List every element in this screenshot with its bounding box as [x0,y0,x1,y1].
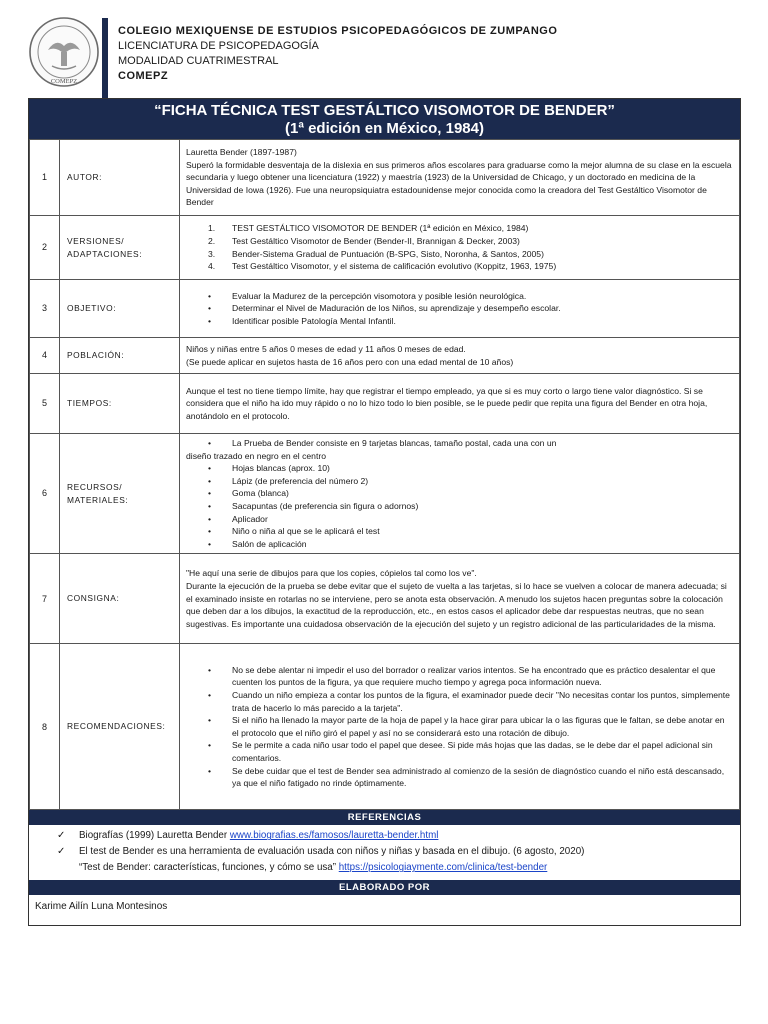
checkmark-icon: ✓ [57,830,66,842]
table-row [30,280,740,338]
row-label: TIEMPOS: [60,374,180,434]
row-number: 7 [30,554,60,644]
document-header [28,14,748,98]
bullet: • [208,463,212,474]
bullet: • [208,513,212,524]
reference-link[interactable]: https://psicologiaymente.com/clinica/test-bender [338,862,548,874]
text-line: (Se puede aplicar en sujetos hasta de 16 años pero con una edad mental de 10 años) [186,356,514,367]
elaborado-heading: ELABORADO POR [29,880,740,895]
list-marker: 3. [208,248,216,259]
list-item [186,487,733,500]
row-number: 5 [30,374,60,434]
row-content [180,338,740,374]
reference-item [57,844,734,860]
bullet: • [208,690,212,701]
row-label [60,434,180,554]
technical-sheet [28,98,741,926]
label-line: ADAPTACIONES: [67,248,143,259]
reference-text: El test de Bender es una herramienta de evaluación usada con niños y niñas y basada en el dibujo. (6 agosto, 2020) [79,846,585,858]
reference-item [57,860,734,876]
bullet: • [208,500,212,511]
bullet: • [208,438,212,448]
row-number: 1 [30,140,60,216]
author-name: Karime Ailín Luna Montesinos [35,901,168,913]
row-content [180,554,740,644]
table-row [30,216,740,280]
row-label: RECOMENDACIONES: [60,644,180,810]
list-marker: 2. [208,235,216,246]
reference-item [57,828,734,844]
reference-text: Biografías (1999) Lauretta Bender [79,830,230,842]
list-item [186,222,733,235]
list-item [186,538,733,551]
row-number: 2 [30,216,60,280]
list-text: Identificar posible Patología Mental Infantil. [232,315,396,326]
list-text: TEST GESTÁLTICO VISOMOTOR DE BENDER (1ª edición en México, 1984) [232,223,529,234]
modality: MODALIDAD CUATRIMESTRAL [118,55,279,67]
bullet: • [208,290,212,301]
list-item [186,315,733,328]
list-text: Test Gestáltico Visomotor de Bender (Bender-II, Brannigan & Decker, 2003) [232,235,520,246]
references-heading: REFERENCIAS [29,810,740,825]
row-number: 3 [30,280,60,338]
title-line-1: “FICHA TÉCNICA TEST GESTÁLTICO VISOMOTOR DE BENDER” [154,102,615,119]
sheet-table [29,139,740,810]
list-text: La Prueba de Bender consiste en 9 tarjetas blancas, tamaño postal, cada una con un [232,438,557,448]
list-text: Aplicador [232,513,268,524]
row-number: 8 [30,644,60,810]
bullet: • [208,740,212,751]
references-list [29,825,740,880]
text-line: Aunque el test no tiene tiempo límite, hay que registrar el tiempo empleado, ya que si es muy corto o largo tiene valor diagnóstico. Si se considera que el niño ha ido muy rápido o no lo hizo todo lo bien posible, se le puede pedir que repita una figura del Bender en otra hoja, anotándolo en el protocolo. [186,385,708,421]
list-text: Evaluar la Madurez de la percepción visomotora y posible lesión neurológica. [232,290,527,301]
sheet-title [29,99,740,139]
table-row [30,554,740,644]
row-label [60,216,180,280]
label-line: VERSIONES/ [67,235,125,246]
list-item [186,462,733,475]
bullet: • [208,303,212,314]
text-line: Superó la formidable desventaja de la dislexia en sus primeros años escolares para graduarse como la mejor alumna de su clase en la escuela secundaria y luego obtener una licenciatura (1922) y maestría (1923) de la Universidad de Chicago, y un doctorado en medicina de la Universidad de Iowa (1926). Fue una neuropsiquiatra estadounidense mejor conocida como la creadora del Test Gestáltico Visomotor de Bender [186,159,732,208]
reference-link[interactable]: www.biografias.es/famosos/lauretta-bender.html [229,830,439,842]
list-text: Hojas blancas (aprox. 10) [232,463,330,474]
list-item [186,664,733,689]
list-item [186,765,733,790]
row-content [180,644,740,810]
title-line-2: (1ª edición en México, 1984) [285,120,484,137]
list-item [186,235,733,248]
list-item [186,260,733,273]
list-text: Sacapuntas (de preferencia sin figura o adornos) [232,500,419,511]
bullet: • [208,538,212,549]
program-name: LICENCIATURA DE PSICOPEDAGOGÍA [118,40,319,52]
bullet: • [208,664,212,675]
list-marker: 1. [208,223,216,234]
list-item [186,302,733,315]
row-content [180,216,740,280]
reference-text: “Test de Bender: características, funciones, y cómo se usa” [79,862,339,874]
list-text: Lápiz (de preferencia del número 2) [232,475,369,486]
acronym: COMEPZ [118,70,169,82]
list-item [186,475,733,488]
list-text: Si el niño ha llenado la mayor parte de la hoja de papel y la hace girar para ubicar la o las figuras que le faltan, se debe anotar en el protocolo que el niño giró el papel y así no se considerará esto una rotación de dibujo. [232,715,725,738]
list-item [186,500,733,513]
table-row [30,338,740,374]
table-row [30,374,740,434]
row-content [180,374,740,434]
bullet: • [208,315,212,326]
bullet: • [208,475,212,486]
row-label: AUTOR: [60,140,180,216]
list-item [186,513,733,526]
list-item [186,689,733,714]
list-text: Test Gestáltico Visomotor, y el sistema de calificación evolutivo (Koppitz, 1963, 1975) [232,261,557,272]
text-line: Durante la ejecución de la prueba se debe evitar que el sujeto de vuelta a las tarjetas, si lo hace se vuelven a colocar de manera adecuada; si el examinado insiste en rotarlas no se interviene, pero se anota esta observación. A menudo los sujetos hacen preguntas sobre la colocación que deben dar a los dibujos, la exactitud de la reproducción, etc., en estos casos el aplicador debe dar respuestas neutras, que no sean sugestivas. Es importante una cuidadosa observación de la ejecución del sujeto y un registro adicional de las particularidades de la misma. [186,580,727,629]
list-item [186,290,733,303]
list-item [186,714,733,739]
bullet: • [208,488,212,499]
label-line: RECURSOS/ [67,481,123,492]
list-item [186,739,733,764]
institution-name: COLEGIO MEXIQUENSE DE ESTUDIOS PSICOPEDAGÓGICOS DE ZUMPANGO [118,25,558,37]
list-text: Se le permite a cada niño usar todo el papel que desee. Si pide más hojas que las dadas, se le debe dar el papel adicional sin comentarios. [232,740,713,764]
row-label: OBJETIVO: [60,280,180,338]
label-line: MATERIALES: [67,494,129,505]
table-row [30,140,740,216]
list-text: No se debe alentar ni impedir el uso del borrador o realizar varios intentos. Se ha encontrado que es práctico desalentar el que cuenten los puntos de la figura, ya que requiere mucho tiempo y agrega poca información nueva. [232,664,716,688]
college-seal-logo [28,16,100,88]
list-item [186,525,733,538]
header-text [118,24,557,84]
bullet: • [208,526,212,537]
text-line: Lauretta Bender (1897-1987) [186,147,297,158]
list-text: Niño o niña al que se le aplicará el test [232,526,380,537]
list-item [186,437,733,450]
logo-lettering: COMEPZ [50,78,78,85]
row-number: 4 [30,338,60,374]
list-text: Se debe cuidar que el test de Bender sea administrado al comienzo de la sesión de diagnóstico cuando el niño está descansado, ya que el niño fatigado no rinde óptimamente. [232,765,725,789]
row-content [180,140,740,216]
row-content [180,280,740,338]
table-row [30,434,740,554]
text-line: diseño trazado en negro en el centro [186,450,326,461]
list-text: Cuando un niño empieza a contar los puntos de la figura, el examinador puede decir "No necesitas contar los puntos, simplemente trata de hacerlo lo más parecido a la tarjeta". [232,690,730,713]
row-label: CONSIGNA: [60,554,180,644]
list-text: Salón de aplicación [232,538,307,549]
text-line: Niños y niñas entre 5 años 0 meses de edad y 11 años 0 meses de edad. [186,343,466,354]
row-content [180,434,740,554]
bullet: • [208,715,212,726]
list-text: Determinar el Nivel de Maduración de los Niños, su aprendizaje y desempeño escolar. [232,303,561,314]
checkmark-icon: ✓ [57,846,66,858]
list-text: Bender-Sistema Gradual de Puntuación (B-SPG, Sisto, Noronha, & Santos, 2005) [232,248,544,259]
row-number: 6 [30,434,60,554]
header-divider [102,18,108,104]
bullet: • [208,765,212,776]
list-text: Goma (blanca) [232,488,289,499]
table-row [30,644,740,810]
list-item [186,248,733,261]
list-marker: 4. [208,261,216,272]
text-line: "He aquí una serie de dibujos para que los copies, cópielos tal como los ve". [186,568,477,579]
row-label: POBLACIÓN: [60,338,180,374]
